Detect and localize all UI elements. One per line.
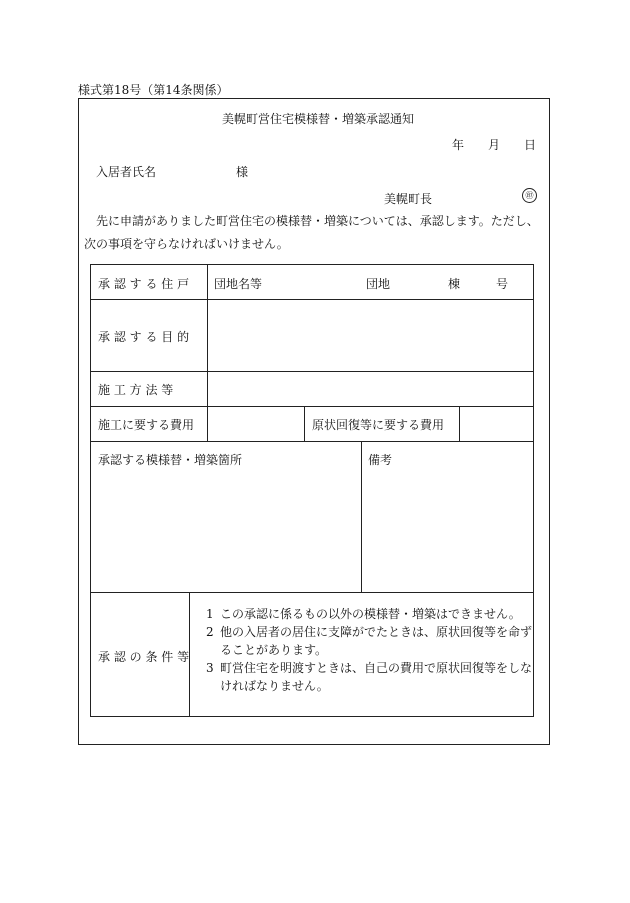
condition-number: 3 <box>206 661 214 675</box>
table-border-bottom <box>90 716 534 717</box>
table-row-divider <box>90 299 534 300</box>
complex-name-label: 団地名等 <box>214 277 263 291</box>
table-col-divider <box>304 406 305 442</box>
table-row-divider <box>90 406 534 407</box>
condition-text: 町営住宅を明渡すときは、自己の費用で原状回復等をしなければなりません。 <box>220 661 533 693</box>
date-month: 月 <box>488 138 501 152</box>
construction-cost-label: 施工に要する費用 <box>98 418 195 432</box>
approval-conditions-label: 承 認 の 条 件 等 <box>98 650 190 664</box>
table-col-divider <box>189 592 190 717</box>
building-suffix: 棟 <box>448 277 461 291</box>
date-day: 日 <box>524 138 537 152</box>
condition-number: 1 <box>206 607 214 621</box>
remarks-label: 備考 <box>368 453 393 467</box>
table-col-divider <box>459 406 460 442</box>
restoration-cost-label: 原状回復等に要する費用 <box>312 418 445 432</box>
date-year: 年 <box>452 138 465 152</box>
unit-number-suffix: 号 <box>496 277 509 291</box>
table-border-right <box>533 264 534 717</box>
list-item <box>196 659 532 695</box>
issuer-title: 美幌町長 <box>384 192 433 206</box>
document-title: 美幌町営住宅模様替・増築承認通知 <box>222 112 415 126</box>
complex-suffix: 団地 <box>366 277 391 291</box>
notice-body-text: 先に申請がありました町営住宅の模様替・増築については、承認します。ただし、次の事項を守らなければいけません。 <box>84 214 539 251</box>
approved-locations-label: 承認する模様替・増築箇所 <box>98 453 243 467</box>
condition-text: 他の入居者の居住に支障がでたときは、原状回復等を命ずることがあります。 <box>220 625 533 657</box>
table-col-divider <box>207 264 208 442</box>
table-row-divider <box>90 371 534 372</box>
table-row-divider <box>90 441 534 442</box>
list-item <box>196 623 532 659</box>
table-row-divider <box>90 592 534 593</box>
approved-unit-label: 承 認 す る 住 戸 <box>98 277 190 291</box>
conditions-list <box>196 605 532 695</box>
resident-honorific: 様 <box>236 165 249 179</box>
form-number: 様式第18号（第14条関係） <box>78 83 229 97</box>
approved-purpose-label: 承 認 す る 目 的 <box>98 330 190 344</box>
table-border-left <box>90 264 91 717</box>
resident-name-label: 入居者氏名 <box>96 165 157 179</box>
construction-method-label: 施 工 方 法 等 <box>98 383 174 397</box>
seal-icon: ㊞ <box>522 188 537 203</box>
table-col-divider <box>361 441 362 593</box>
condition-number: 2 <box>206 625 214 639</box>
list-item <box>196 605 532 623</box>
condition-text: この承認に係るもの以外の模様替・増築はできません。 <box>220 607 521 621</box>
table-border-top <box>90 264 534 265</box>
